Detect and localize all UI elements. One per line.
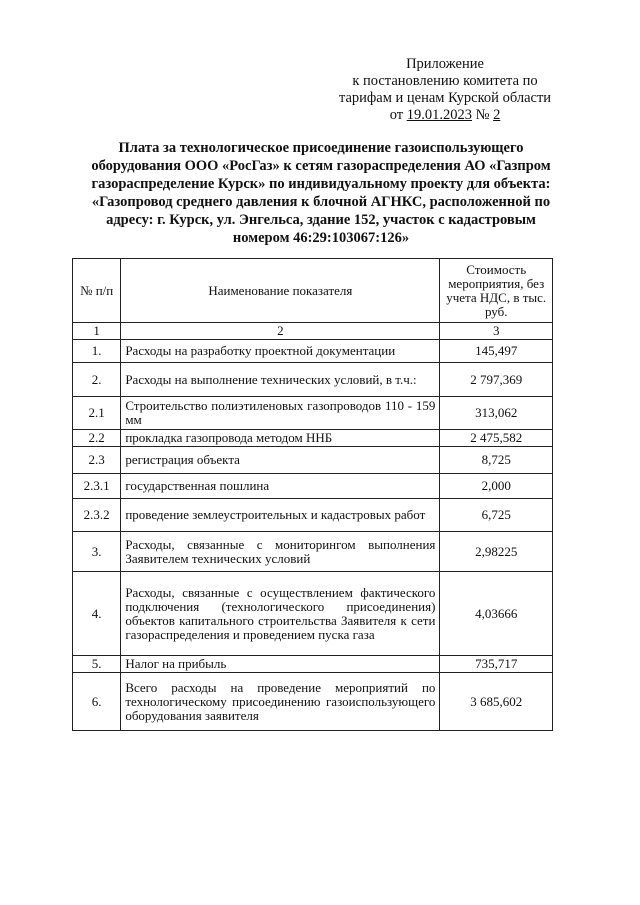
appendix-header <box>330 56 560 124</box>
table-row: 3. Расходы, связанные с мониторингом выполнения Заявителем технических условий 2,98225 <box>73 532 553 572</box>
title-line: номером 46:29:103067:126» <box>232 230 410 246</box>
table-index-row: 1 2 3 <box>73 323 553 340</box>
table-row: 2.2 прокладка газопровода методом ННБ 2 475,582 <box>73 430 553 447</box>
title-line: газораспределение Курск» по индивидуальному проекту для объекта: <box>91 176 551 192</box>
committee-line: тарифам и ценам Курской области <box>338 90 552 106</box>
table-row: 2.3.2 проведение землеустроительных и кадастровых работ 6,725 <box>73 499 553 532</box>
header-num: № п/п <box>73 259 121 323</box>
title-line: оборудования ООО «РосГаз» к сетям газораспределения АО «Газпром <box>91 158 551 174</box>
table-row: 1. Расходы на разработку проектной документации 145,497 <box>73 340 553 363</box>
header-name: Наименование показателя <box>121 259 440 323</box>
header-cost: Стоимость мероприятия, без учета НДС, в тыс. руб. <box>440 259 553 323</box>
decree-date: 19.01.2023 <box>406 107 472 123</box>
table-row: 6. Всего расходы на проведение мероприятий по технологическому присоединению газоиспользующего оборудования заявителя 3 685,602 <box>73 673 553 731</box>
document-title <box>66 139 576 247</box>
decree-line: к постановлению комитета по <box>352 73 538 89</box>
table-row: 2.3 регистрация объекта 8,725 <box>73 447 553 474</box>
appendix-label: Приложение <box>406 56 484 72</box>
table-row: 5. Налог на прибыль 735,717 <box>73 656 553 673</box>
table-row: 4. Расходы, связанные с осуществлением фактического подключения (технологического присоединения) объектов капитального строительства Заявителя к сети газораспределения и проведением пуска газа 4,03666 <box>73 572 553 656</box>
title-line: «Газопровод среднего давления к блочной АГНКС, расположенной по <box>91 194 551 210</box>
date-number-line: от 19.01.2023 № 2 <box>389 107 501 123</box>
table-row: 2.1 Строительство полиэтиленовых газопроводов 110 - 159 мм 313,062 <box>73 397 553 430</box>
title-line: адресу: г. Курск, ул. Энгельса, здание 152, участок с кадастровым <box>106 212 536 228</box>
table-row: 2.3.1 государственная пошлина 2,000 <box>73 474 553 499</box>
table-row: 2. Расходы на выполнение технических условий, в т.ч.: 2 797,369 <box>73 363 553 397</box>
cost-table <box>72 258 553 731</box>
decree-number: 2 <box>493 107 501 123</box>
table-header-row <box>73 259 553 323</box>
title-line: Плата за технологическое присоединение газоиспользующего <box>118 140 524 156</box>
